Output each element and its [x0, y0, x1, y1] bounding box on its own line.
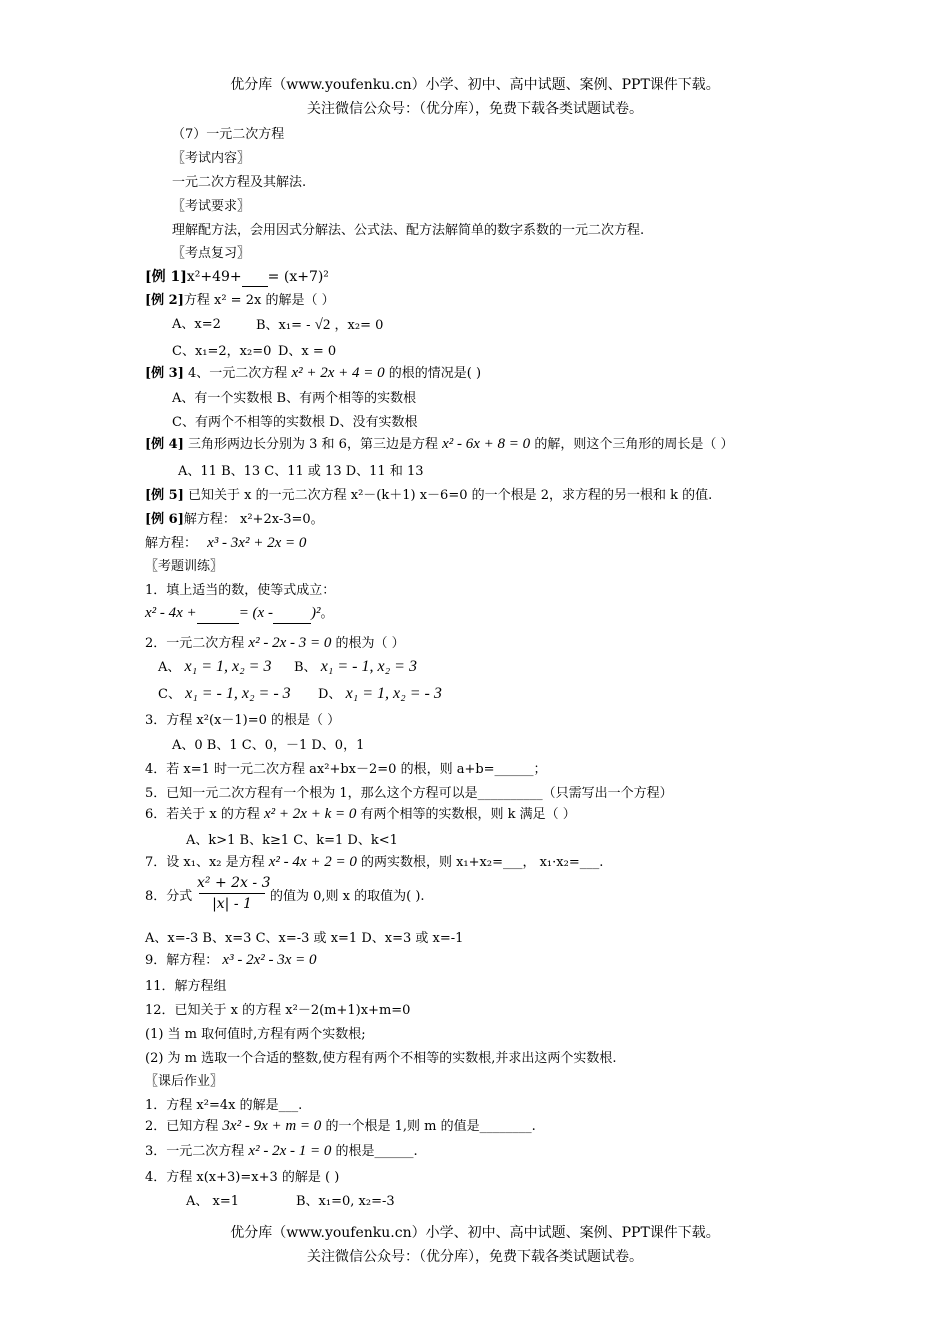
example-3-post: 的根的情况是( ): [388, 366, 482, 381]
example-6b-equation: x³ - 3x² + 2x = 0: [207, 535, 307, 551]
train-q1-blank-1: [197, 605, 239, 624]
train-q2-option-a-label: A、: [158, 660, 181, 675]
train-q2-equation: x² - 2x - 3 = 0: [248, 635, 332, 651]
train-q2: [145, 634, 405, 653]
example-2: [145, 292, 335, 310]
train-q2-option-d-label: D、: [318, 687, 342, 702]
heading-homework: 〖课后作业〗: [145, 1074, 224, 1089]
example-2-option-b-label: B、x₁= -: [256, 318, 311, 333]
example-2-text: 方程 x² = 2x 的解是（ ）: [183, 293, 335, 308]
example-6: [145, 511, 324, 529]
homework-q4-option-b: B、x₁=0, x₂=-3: [296, 1194, 395, 1209]
train-q2-pre: 2．一元二次方程: [145, 636, 245, 651]
example-4-pre: 三角形两边长分别为 3 和 6，第三边是方程: [188, 437, 438, 452]
train-q8-options: A、x=-3 B、x=3 C、x=-3 或 x=1 D、x=3 或 x=-1: [145, 931, 464, 946]
homework-q2-equation: 3x² - 9x + m = 0: [222, 1118, 322, 1134]
train-q1-equation: [145, 604, 333, 624]
example-1: [145, 268, 329, 287]
heading-exam-content: 〖考试内容〗: [172, 151, 251, 166]
example-6b-text: 解方程：: [145, 536, 198, 551]
train-q8-denominator: |x| - 1: [212, 896, 252, 912]
train-q2-option-d-eq: x₁ = 1, x₂ = - 3: [345, 685, 442, 702]
example-4-options: A、11 B、13 C、11 或 13 D、11 和 13: [178, 464, 424, 479]
example-3: [145, 364, 481, 383]
example-4-equation: x² - 6x + 8 = 0: [442, 436, 531, 452]
homework-q3-post: 的根是______.: [335, 1144, 418, 1159]
sqrt-symbol: √2: [314, 317, 331, 333]
example-4-label: [例 4]: [145, 437, 184, 452]
train-q1-end: 。: [320, 606, 334, 621]
example-2-label: [例 2]: [145, 293, 184, 308]
train-q6: [145, 805, 576, 824]
example-2-option-b-rest: ，x₂= 0: [334, 318, 384, 333]
train-q7-post: 的两实数根，则 x₁+x₂=___， x₁·x₂=___.: [360, 855, 604, 870]
train-q6-options: A、k>1 B、k≥1 C、k=1 D、k<1: [186, 833, 398, 848]
train-q7-equation: x² - 4x + 2 = 0: [268, 854, 357, 870]
example-4-post: 的解，则这个三角形的周长是（ ）: [534, 437, 734, 452]
homework-q2-pre: 2．已知方程: [145, 1119, 219, 1134]
train-q6-pre: 6．若关于 x 的方程: [145, 807, 260, 822]
example-2-option-b: [256, 316, 383, 335]
homework-q2-post: 的一个根是 1,则 m 的值是________.: [325, 1119, 536, 1134]
train-q8-numerator: x² + 2x - 3: [197, 875, 271, 891]
example-3-options-2: C、有两个不相等的实数根 D、没有实数根: [172, 415, 418, 430]
train-q9: [145, 951, 317, 970]
footer-line-1: 优分库（www.youfenku.cn）小学、初中、高中试题、案例、PPT课件下载。: [230, 1225, 720, 1241]
exam-content-text: 一元二次方程及其解法.: [172, 175, 307, 190]
example-2-option-c: C、x₁=2，x₂=0: [172, 344, 272, 359]
example-1-blank: [242, 268, 268, 287]
heading-training: 〖考题训练〗: [145, 559, 224, 574]
train-q1-eq-right: )²: [310, 605, 321, 621]
example-1-label: [例 1]: [145, 269, 187, 285]
example-5-text: 已知关于 x 的一元二次方程 x²－(k＋1) x－6=0 的一个根是 2，求方程的另一根和 k 的值.: [188, 488, 713, 503]
train-q12-part-2: (2) 为 m 选取一个合适的整数,使方程有两个不相等的实数根,并求出这两个实数根.: [145, 1051, 617, 1066]
train-q2-option-c: [158, 685, 291, 704]
example-2-option-d: D、x = 0: [278, 344, 337, 359]
exam-requirements-text: 理解配方法，会用因式分解法、公式法、配方法解简单的数字系数的一元二次方程.: [172, 223, 645, 238]
example-5: [145, 487, 712, 505]
train-q1-blank-2: [273, 605, 311, 624]
train-q8-pre: 8．分式: [145, 889, 193, 904]
train-q6-equation: x² + 2x + k = 0: [264, 806, 357, 822]
train-q12-part-1: (1) 当 m 取何值时,方程有两个实数根;: [145, 1027, 366, 1042]
train-q11: 11．解方程组: [145, 979, 227, 994]
train-q2-post: 的根为（ ）: [335, 636, 405, 651]
train-q2-option-b: [294, 658, 417, 677]
homework-q2: [145, 1117, 536, 1136]
homework-q3-equation: x² - 2x - 1 = 0: [248, 1143, 332, 1159]
train-q2-option-b-label: B、: [294, 660, 317, 675]
example-3-label: [例 3]: [145, 366, 184, 381]
train-q9-label: 9．解方程：: [145, 953, 219, 968]
example-6-label: [例 6]: [145, 512, 184, 527]
train-q12: 12．已知关于 x 的方程 x²－2(m+1)x+m=0: [145, 1003, 411, 1018]
train-q7-pre: 7．设 x₁、x₂ 是方程: [145, 855, 265, 870]
train-q1: 1．填上适当的数，使等式成立：: [145, 583, 336, 598]
train-q2-option-c-label: C、: [158, 687, 181, 702]
example-1-left: x²+49+: [186, 269, 242, 285]
train-q3: 3．方程 x²(x－1)=0 的根是（ ）: [145, 713, 341, 728]
example-5-label: [例 5]: [145, 488, 184, 503]
train-q2-option-a-eq: x₁ = 1, x₂ = 3: [184, 658, 272, 675]
train-q8-post: 的值为 0,则 x 的取值为( ).: [270, 889, 425, 904]
heading-exam-requirements: 〖考试要求〗: [172, 199, 251, 214]
train-q5: 5．已知一元二次方程有一个根为 1，那么这个方程可以是__________（只需写出一个方程）: [145, 786, 673, 801]
train-q3-options: A、0 B、1 C、0，－1 D、0，1: [172, 738, 365, 753]
train-q9-equation: x³ - 2x² - 3x = 0: [222, 952, 317, 968]
example-6b: [145, 534, 306, 553]
train-q7: [145, 853, 603, 872]
homework-q4-option-a: A、 x=1: [186, 1194, 240, 1209]
example-6-text: 解方程： x²+2x-3=0。: [183, 512, 324, 527]
train-q1-eq-mid: = (x -: [238, 605, 273, 621]
homework-q3-pre: 3．一元二次方程: [145, 1144, 245, 1159]
section-title: （7）一元二次方程: [172, 127, 285, 142]
example-2-option-a: A、x=2: [172, 317, 221, 332]
heading-review: 〖考点复习〗: [172, 246, 251, 261]
example-3-equation: x² + 2x + 4 = 0: [291, 365, 385, 381]
footer-line-2: 关注微信公众号：（优分库），免费下载各类试题试卷。: [307, 1249, 643, 1265]
train-q2-option-d: [318, 685, 442, 704]
train-q4: 4．若 x=1 时一元二次方程 ax²+bx－2=0 的根，则 a+b=______；: [145, 762, 547, 777]
example-3-pre: 4、一元二次方程: [188, 366, 288, 381]
fraction-bar: [199, 893, 265, 894]
example-3-options-1: A、有一个实数根 B、有两个相等的实数根: [172, 391, 417, 406]
train-q1-eq-left: x² - 4x +: [145, 605, 197, 621]
header-line-2: 关注微信公众号：（优分库），免费下载各类试题试卷。: [307, 101, 643, 117]
homework-q4: 4．方程 x(x+3)=x+3 的解是 ( ): [145, 1170, 340, 1185]
train-q2-option-a: [158, 658, 271, 677]
train-q2-option-c-eq: x₁ = - 1, x₂ = - 3: [185, 685, 291, 702]
train-q2-option-b-eq: x₁ = - 1, x₂ = 3: [320, 658, 417, 675]
train-q6-post: 有两个相等的实数根，则 k 满足（ ）: [360, 807, 576, 822]
example-4: [145, 435, 733, 454]
homework-q1: 1．方程 x²=4x 的解是___.: [145, 1098, 303, 1113]
example-1-right: = (x+7)²: [267, 269, 329, 285]
header-line-1: 优分库（www.youfenku.cn）小学、初中、高中试题、案例、PPT课件下载。: [230, 77, 720, 93]
homework-q3: [145, 1142, 418, 1161]
train-q8-fraction: [197, 874, 271, 913]
